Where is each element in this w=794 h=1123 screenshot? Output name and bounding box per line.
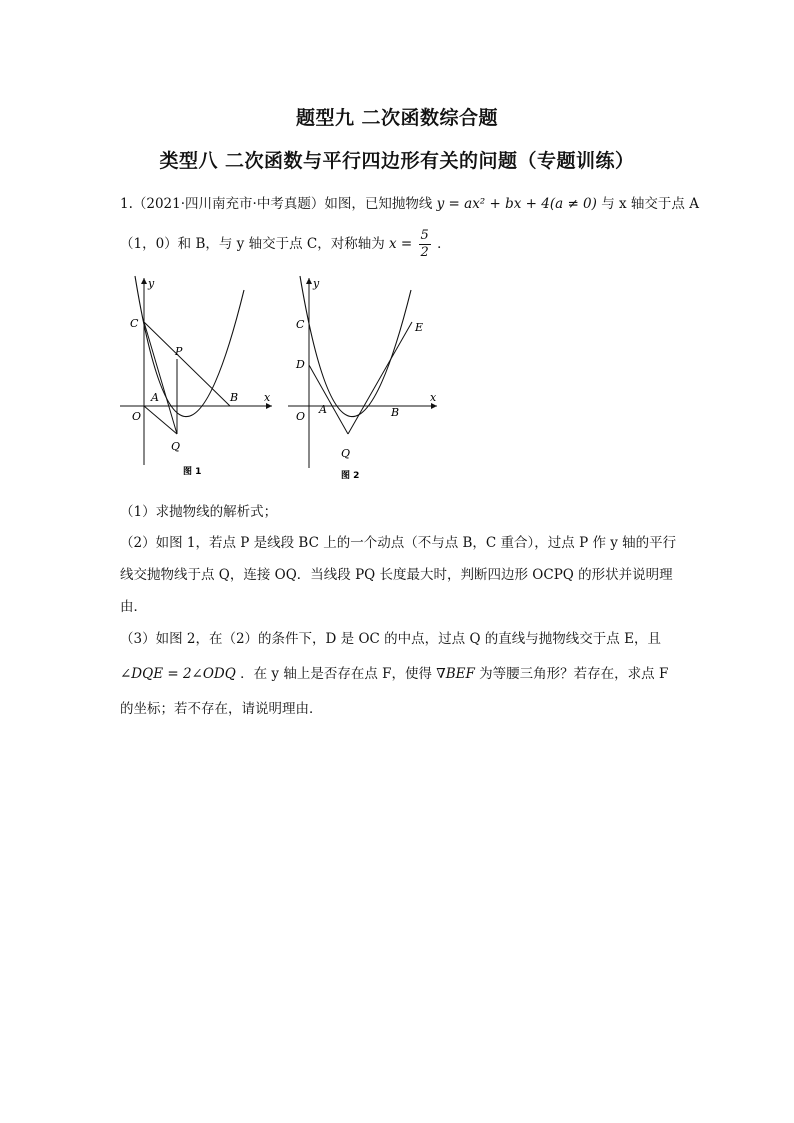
question-3-line-1: （3）如图 2，在（2）的条件下，D 是 OC 的中点，过点 Q 的直线与抛物线交于点 E，且 bbox=[120, 631, 661, 647]
fig1-label-p: P bbox=[175, 345, 183, 358]
figure-2 bbox=[288, 276, 437, 481]
problem-intro-suffix: 与 x 轴交于点 A bbox=[601, 196, 699, 212]
figure-1 bbox=[120, 276, 272, 477]
fig2-parabola bbox=[300, 276, 411, 417]
fraction-numerator: 5 bbox=[420, 228, 429, 243]
fig2-label-e: E bbox=[415, 321, 424, 334]
question-3-line-2-mid: ．在 y 轴上是否存在点 F，使得 bbox=[240, 666, 432, 682]
fig2-label-a: A bbox=[319, 403, 327, 416]
fig1-label-b: B bbox=[230, 391, 239, 404]
fig2-label-x: x bbox=[430, 391, 437, 404]
triangle-bef: ∇BEF bbox=[436, 666, 475, 682]
fig2-segment-qe bbox=[348, 322, 412, 434]
problem-line-2 bbox=[120, 228, 451, 261]
fig1-label-a: A bbox=[151, 391, 159, 404]
problem-line-2-prefix: （1，0）和 B，与 y 轴交于点 C，对称轴为 bbox=[120, 236, 385, 252]
fig1-label-y: y bbox=[148, 277, 155, 290]
question-2-line-1: （2）如图 1，若点 P 是线段 BC 上的一个动点（不与点 B，C 重合），过点 P 作 y 轴的平行 bbox=[120, 535, 677, 551]
fig2-caption: 图 2 bbox=[341, 471, 360, 481]
figures bbox=[0, 270, 794, 500]
parabola-formula: y = ax² + bx + 4(a ≠ 0) bbox=[436, 196, 597, 212]
question-2-line-3: 由． bbox=[120, 599, 147, 615]
page-title: 题型九 二次函数综合题 bbox=[295, 107, 499, 129]
page-subtitle: 类型八 二次函数与平行四边形有关的问题（专题训练） bbox=[159, 150, 635, 172]
problem-line-1 bbox=[120, 192, 699, 212]
fig1-y-arrow bbox=[141, 278, 147, 284]
fig2-segment-dq bbox=[309, 365, 348, 434]
fig2-label-q: Q bbox=[341, 447, 351, 460]
problem-intro: 1.（2021·四川南充市·中考真题）如图，已知抛物线 bbox=[120, 196, 433, 212]
fig2-label-b: B bbox=[391, 406, 400, 419]
axis-formula-var: x = bbox=[389, 236, 413, 252]
question-3-line-2-suffix: 为等腰三角形？若存在，求点 F bbox=[479, 666, 669, 682]
fig2-label-y: y bbox=[313, 277, 320, 290]
fig2-label-d: D bbox=[296, 358, 305, 371]
problem-line-2-suffix: ． bbox=[437, 236, 451, 252]
angle-formula: ∠DQE = 2∠ODQ bbox=[120, 666, 236, 682]
question-3-line-2 bbox=[120, 662, 668, 682]
fig1-segment-oq bbox=[144, 406, 177, 434]
fig2-label-c: C bbox=[296, 318, 305, 331]
question-1: （1）求抛物线的解析式； bbox=[120, 504, 278, 520]
fig2-label-o: O bbox=[296, 410, 306, 423]
fig1-label-q: Q bbox=[171, 440, 181, 453]
fig1-label-x: x bbox=[264, 391, 271, 404]
axis-fraction bbox=[419, 228, 431, 261]
question-2-line-2: 线交抛物线于点 Q，连接 OQ．当线段 PQ 长度最大时，判断四边形 OCPQ 的形状并说明理 bbox=[120, 567, 673, 583]
fig1-label-c: C bbox=[130, 317, 139, 330]
fig1-caption: 图 1 bbox=[183, 467, 202, 477]
fraction-denominator: 2 bbox=[420, 245, 429, 260]
question-3-line-3: 的坐标；若不存在，请说明理由． bbox=[120, 701, 323, 717]
fig2-y-arrow bbox=[306, 278, 312, 284]
fig1-label-o: O bbox=[132, 410, 142, 423]
